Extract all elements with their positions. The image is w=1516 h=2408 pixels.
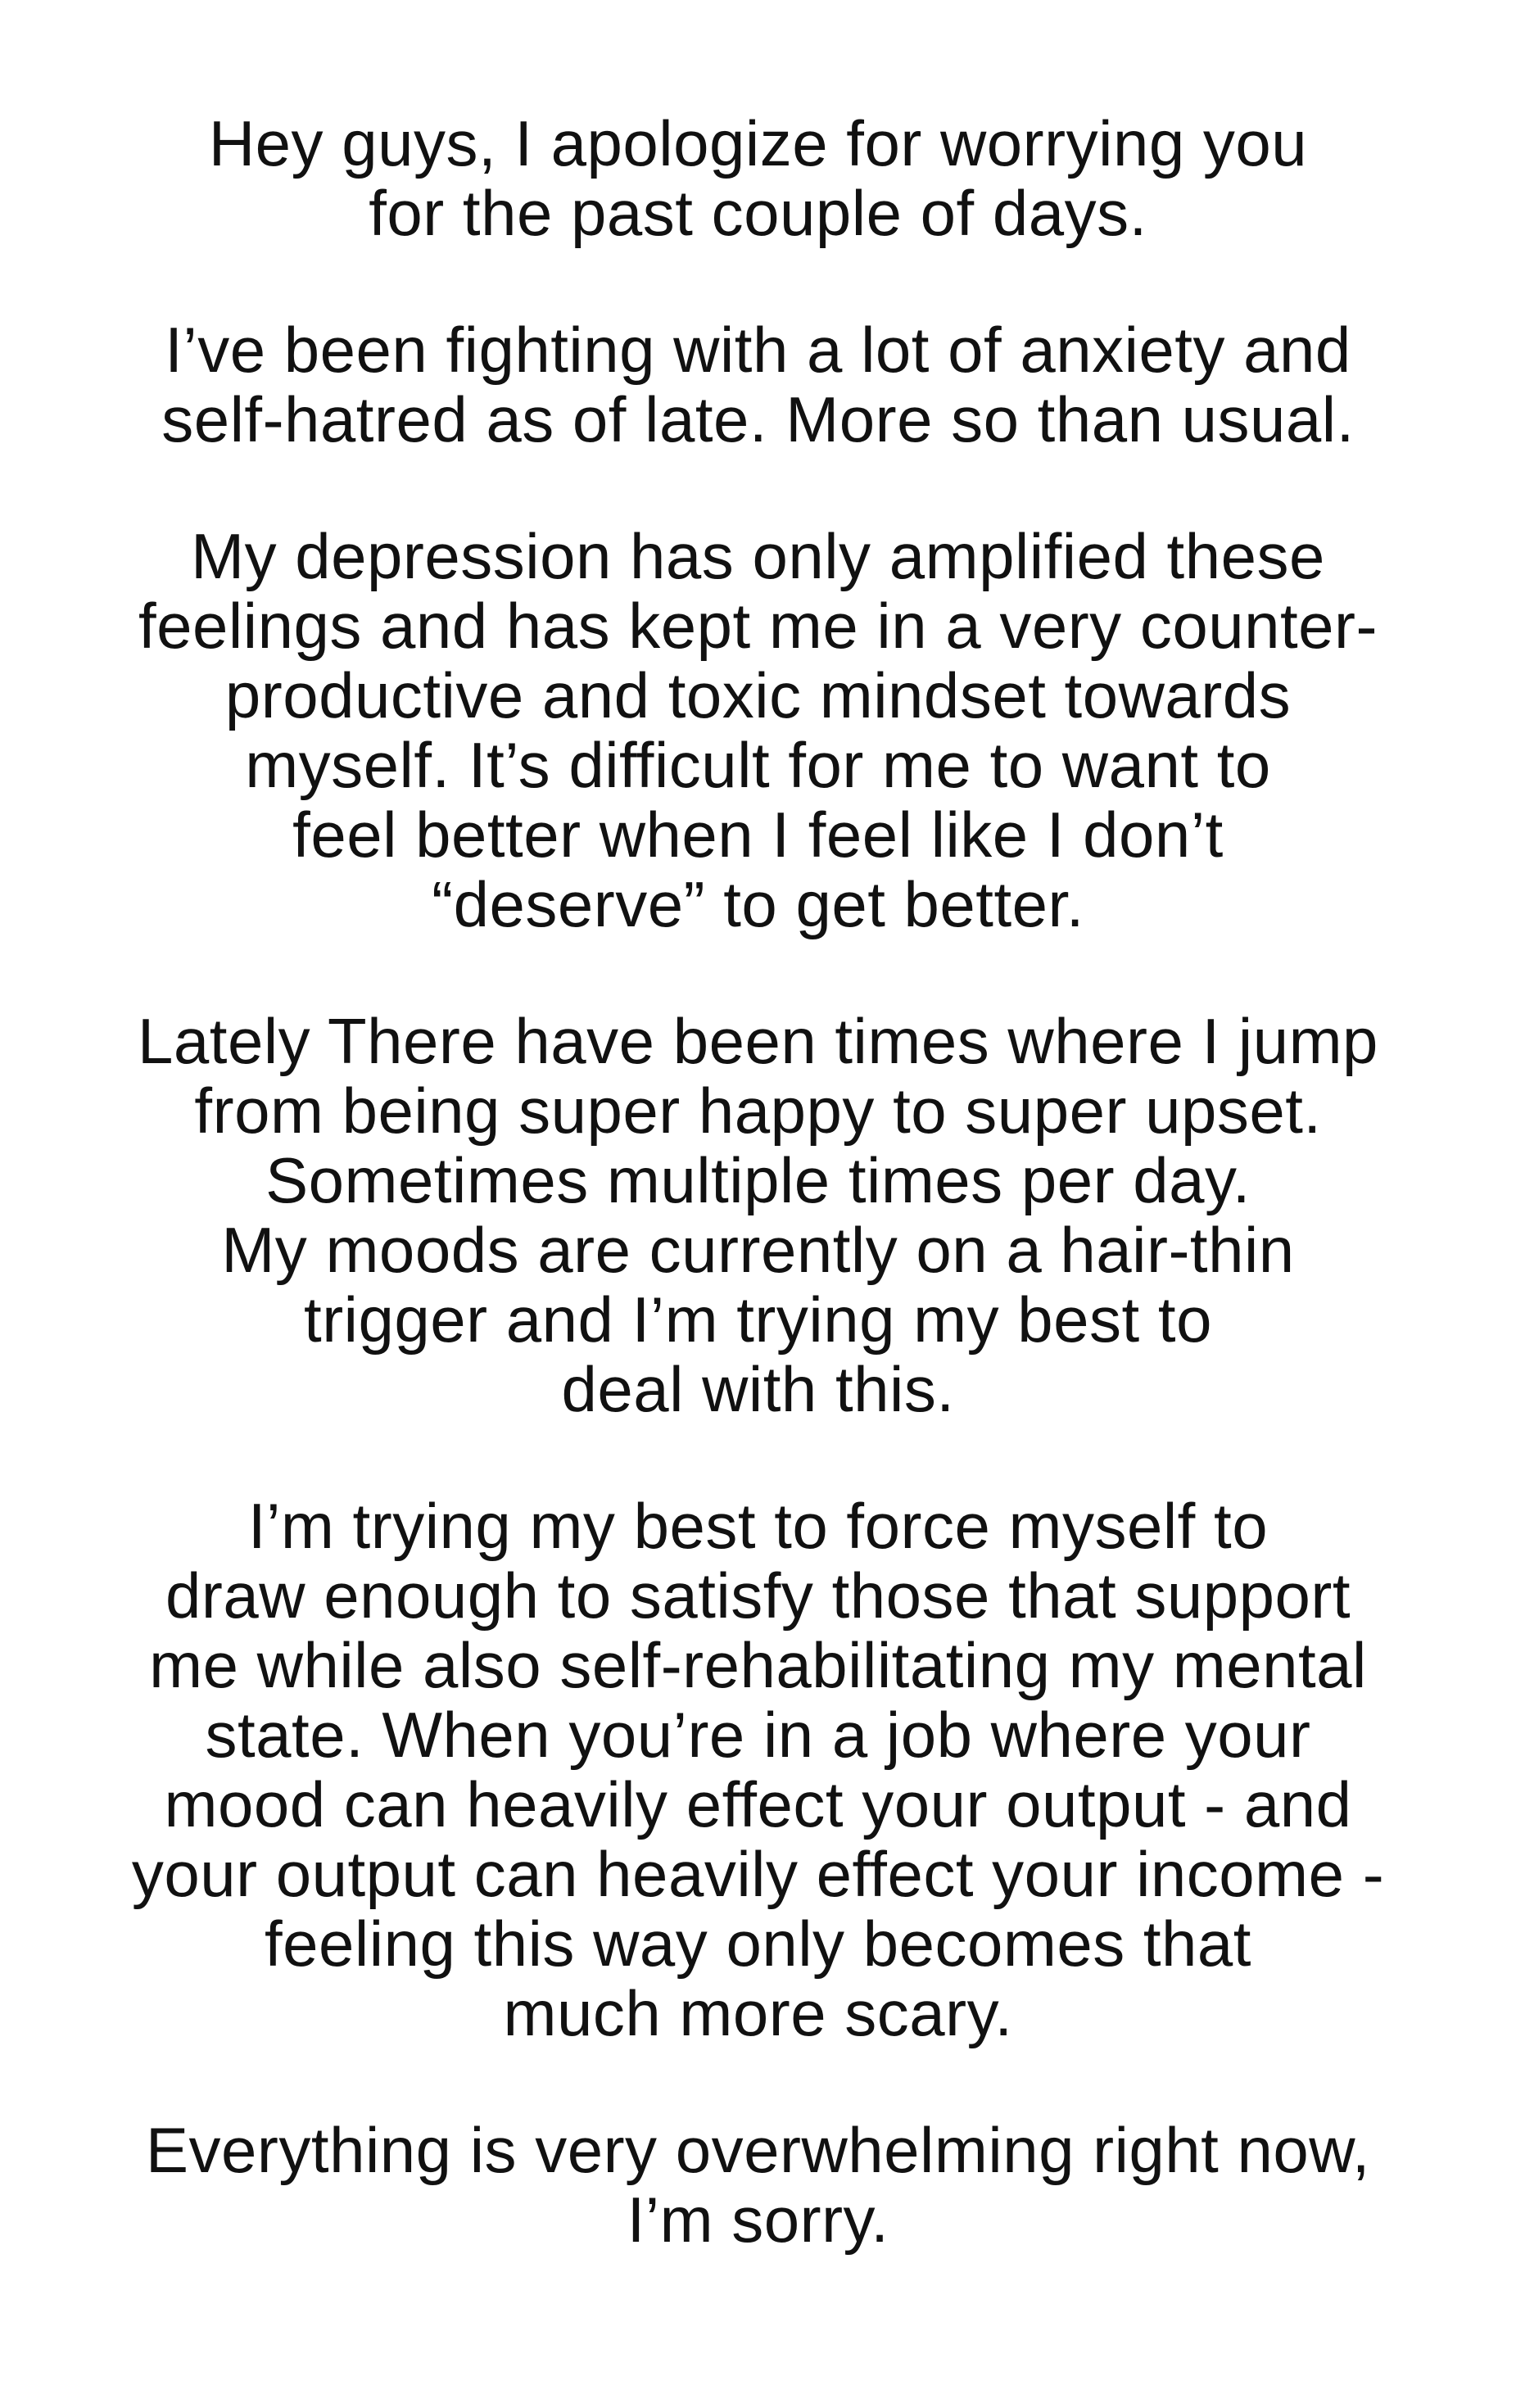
note-line: feelings and has kept me in a very counter-: [138, 590, 1378, 662]
note-paragraph: [49, 1007, 1467, 1424]
note-line: draw enough to satisfy those that support: [165, 1559, 1351, 1632]
note-line: your output can heavily effect your income -: [131, 1838, 1385, 1910]
note-line: I’ve been fighting with a lot of anxiety and: [165, 314, 1351, 386]
note-paragraph: [49, 2116, 1467, 2255]
note-line: I’m trying my best to force myself to: [247, 1490, 1269, 1562]
note-line: mood can heavily effect your output - and: [164, 1768, 1352, 1840]
note-line: Everything is very overwhelming right now,: [146, 2114, 1370, 2186]
note-line: me while also self-rehabilitating my mental: [149, 1629, 1367, 1701]
note-paragraph: [49, 1491, 1467, 2048]
note-line: “deserve” to get better.: [432, 868, 1084, 940]
note-line: I’m sorry.: [627, 2184, 889, 2256]
note-line: Lately There have been times where I jump: [138, 1005, 1378, 1077]
note-paragraph: [49, 315, 1467, 455]
note-line: trigger and I’m trying my best to: [304, 1283, 1212, 1356]
note-line: feeling this way only becomes that: [265, 1908, 1251, 1980]
note-line: from being super happy to super upset.: [194, 1075, 1322, 1147]
note-line: self-hatred as of late. More so than usual.: [161, 383, 1355, 455]
note-paragraph: [49, 109, 1467, 248]
note-line: much more scary.: [503, 1977, 1013, 2049]
note-line: state. When you’re in a job where your: [205, 1699, 1311, 1771]
note-line: for the past couple of days.: [369, 177, 1147, 249]
note-line: myself. It’s difficult for me to want to: [245, 729, 1271, 801]
note-line: My moods are currently on a hair-thin: [221, 1214, 1295, 1286]
note-paragraph: [49, 522, 1467, 939]
note-line: My depression has only amplified these: [191, 520, 1325, 592]
note-line: deal with this.: [561, 1353, 955, 1425]
apology-note: [0, 109, 1516, 2255]
note-line: Sometimes multiple times per day.: [265, 1144, 1251, 1216]
note-line: Hey guys, I apologize for worrying you: [208, 107, 1308, 179]
note-line: feel better when I feel like I don’t: [292, 799, 1224, 871]
note-line: productive and toxic mindset towards: [224, 659, 1292, 731]
